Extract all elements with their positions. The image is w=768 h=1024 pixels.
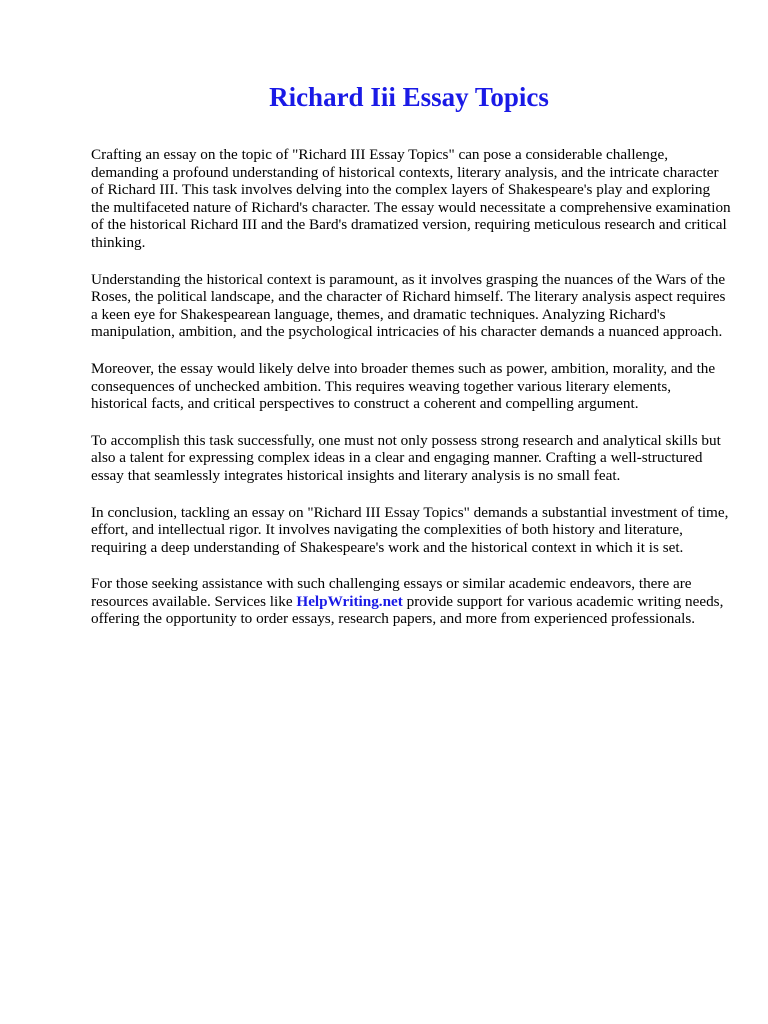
paragraph-6 [91,575,731,628]
paragraph-5: In conclusion, tackling an essay on "Richard III Essay Topics" demands a substantial investment of time, effort, and intellectual rigor. It involves navigating the complexities of both history and literature, requiring a deep understanding of Shakespeare's work and the historical context in which it is set. [91,503,729,556]
page-title: Richard Iii Essay Topics [269,82,549,112]
paragraph-6-text-after-link: provide support for various academic writing needs, offering the opportunity to order essays, research papers, and more from experienced professionals. [91,592,724,628]
paragraph-3: Moreover, the essay would likely delve into broader themes such as power, ambition, morality, and the consequences of unchecked ambition. This requires weaving together various literary elements, historical facts, and critical perspectives to construct a coherent and compelling argument. [91,359,716,413]
paragraph-1: Crafting an essay on the topic of "Richard III Essay Topics" can pose a considerable challenge, demanding a profound understanding of historical contexts, literary analysis, and the intricate character of Richard III. This task involves delving into the complex layers of Shakespeare's play and exploring the multifaceted nature of Richard's character. The essay would necessitate a comprehensive examination of the historical Richard III and the Bard's dramatized version, requiring meticulous research and critical thinking. [91,146,731,251]
essay-body [91,146,731,647]
paragraph-6-text-before-link: For those seeking assistance with such challenging essays or similar academic endeavors, there are resources available. Services like [91,575,692,610]
paragraph-2: Understanding the historical context is paramount, as it involves grasping the nuances of the Wars of the Roses, the political landscape, and the character of Richard himself. The literary analysis aspect requires a keen eye for Shakespearean language, themes, and dramatic techniques. Analyzing Richard's manipulation, ambition, and the psychological intricacies of his character demands a nuanced approach. [91,270,726,341]
paragraph-4: To accomplish this task successfully, one must not only possess strong research and analytical skills but also a talent for expressing complex ideas in a clear and engaging manner. Crafting a well-structured essay that seamlessly integrates historical insights and literary analysis is no small feat. [91,431,721,484]
helpwriting-link[interactable]: HelpWriting.net [296,592,403,610]
